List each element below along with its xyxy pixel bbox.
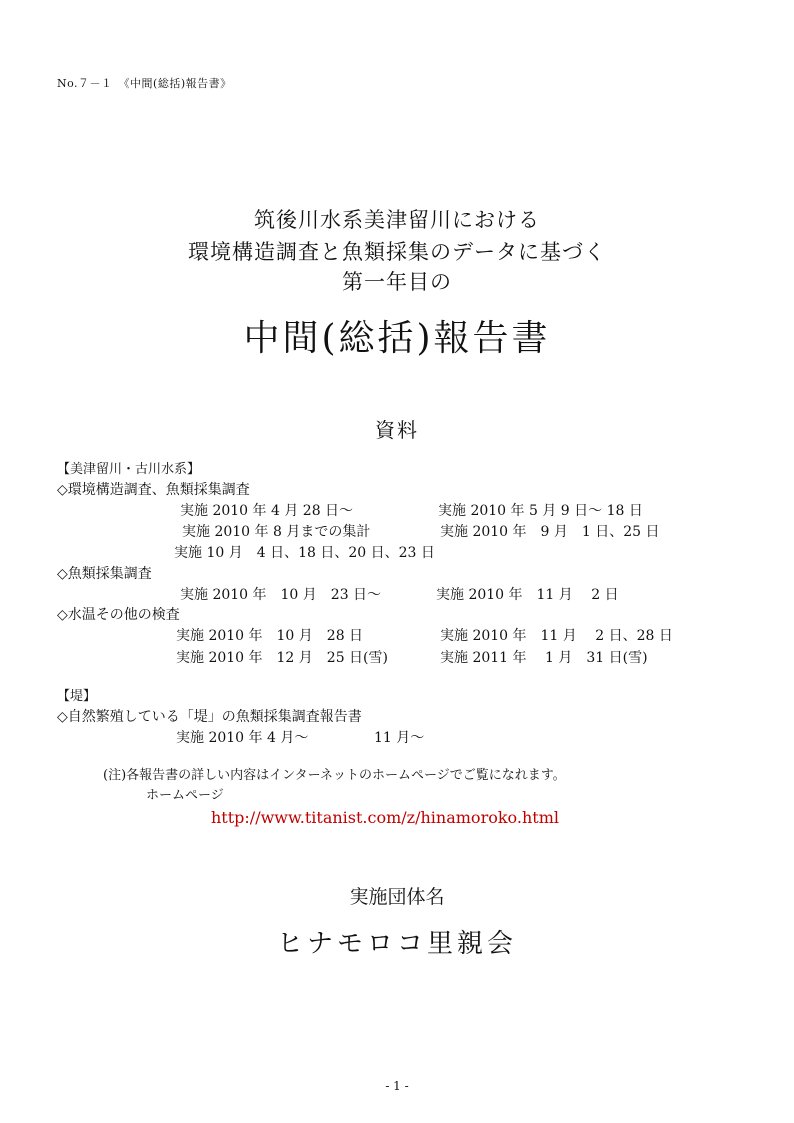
organization-name: ヒナモロコ里親会 bbox=[276, 929, 517, 959]
document-header: No.７－１ 《中間(総括)報告書》 bbox=[57, 77, 232, 90]
group2-item1-title: ◇自然繁殖している「堤」の魚類採集調査報告書 bbox=[57, 709, 362, 725]
group1-item1-row2-left: 実施 2010 年 8 月までの集計 bbox=[182, 524, 371, 540]
group1-item2-title: ◇魚類採集調査 bbox=[57, 566, 152, 582]
group1-item1-title: ◇環境構造調査、魚類採集調査 bbox=[57, 482, 250, 498]
group1-item1-row3: 実施 10 月 4 日、18 日、20 日、23 日 bbox=[174, 545, 435, 561]
group1-item3-row1-left: 実施 2010 年 10 月 28 日 bbox=[176, 628, 364, 644]
section-title: 資料 bbox=[375, 418, 419, 442]
organization-label: 実施団体名 bbox=[349, 886, 445, 908]
main-title: 中間(総括)報告書 bbox=[243, 318, 551, 359]
group1-item1-row1-left: 実施 2010 年 4 月 28 日～ bbox=[180, 503, 354, 519]
homepage-label: ホームページ bbox=[146, 788, 224, 803]
group1-heading: 【美津留川・古川水系】 bbox=[57, 462, 201, 477]
group1-item1-row2-right: 実施 2010 年 9 月 1 日、25 日 bbox=[440, 524, 660, 540]
group1-item3-row1-right: 実施 2010 年 11 月 2 日、28 日 bbox=[440, 628, 673, 644]
group1-item1-row1-right: 実施 2010 年 5 月 9 日～ 18 日 bbox=[438, 503, 643, 519]
title-line-1: 筑後川水系美津留川における bbox=[254, 208, 540, 232]
group1-item3-row2-right: 実施 2011 年 1 月 31 日(雪) bbox=[440, 650, 648, 666]
group1-item3-row2-left: 実施 2010 年 12 月 25 日(雪) bbox=[176, 650, 388, 666]
title-line-2: 環境構造調査と魚類採集のデータに基づく bbox=[188, 240, 606, 264]
title-line-3: 第一年目の bbox=[342, 270, 452, 294]
group2-heading: 【堤】 bbox=[57, 689, 97, 704]
homepage-url-link[interactable]: http://www.titanist.com/z/hinamoroko.html bbox=[211, 808, 559, 827]
group1-item2-row1-left: 実施 2010 年 10 月 23 日～ bbox=[180, 587, 382, 603]
group2-item1-row1-left: 実施 2010 年 4 月～ bbox=[176, 730, 309, 746]
group2-item1-row1-right: 11 月～ bbox=[374, 730, 425, 746]
group1-item3-title: ◇水温その他の検査 bbox=[57, 607, 180, 623]
group1-item2-row1-right: 実施 2010 年 11 月 2 日 bbox=[436, 587, 619, 603]
note-text: (注)各報告書の詳しい内容はインターネットのホームページでご覧になれます。 bbox=[103, 768, 566, 783]
page-number: - 1 - bbox=[385, 1079, 409, 1093]
